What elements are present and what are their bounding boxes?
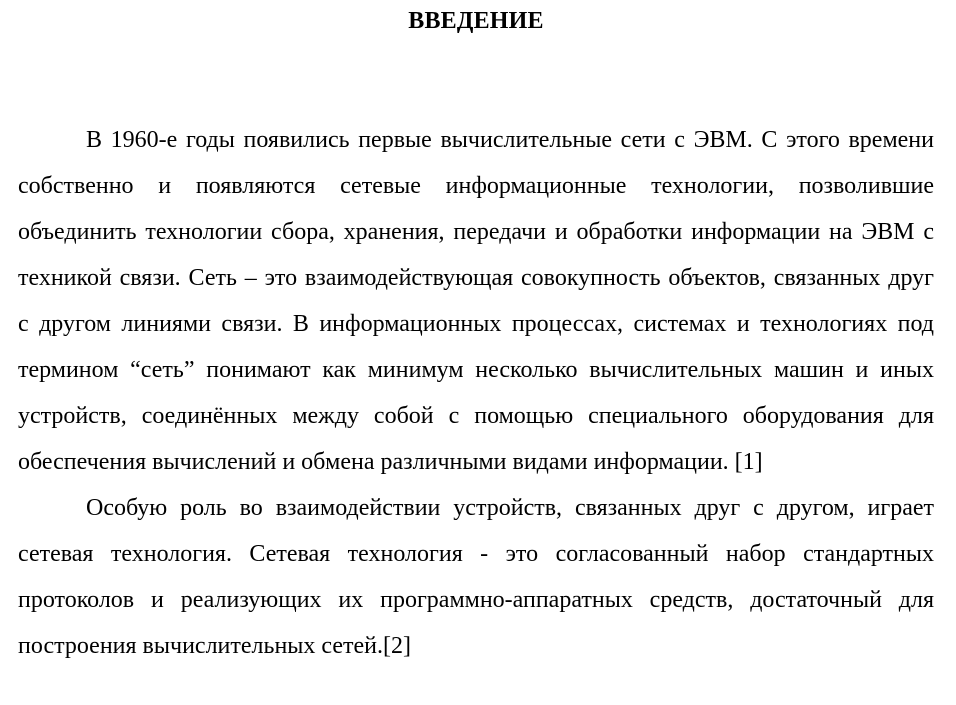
paragraph-2: Особую роль во взаимодействии устройств, связанных друг с другом, играет сетевая технология. Сетевая технология - это согласованный набор стандартных протоколов и реализующих их программно-аппаратных средств, достаточный для построения вычислительных сетей.[2] xyxy=(18,495,934,659)
page-title: ВВЕДЕНИЕ xyxy=(408,8,544,34)
document-page xyxy=(18,0,934,669)
paragraph-1: В 1960-е годы появились первые вычислительные сети с ЭВМ. С этого времени собственно и появляются сетевые информационные технологии, позволившие объединить технологии сбора, хранения, передачи и обработки информации на ЭВМ с техникой связи. Сеть – это взаимодействующая совокупность объектов, связанных друг с другом линиями связи. В информационных процессах, системах и технологиях под термином “сеть” понимают как минимум несколько вычислительных машин и иных устройств, соединённых между собой с помощью специального оборудования для обеспечения вычислений и обмена различными видами информации. [1] xyxy=(18,127,934,475)
